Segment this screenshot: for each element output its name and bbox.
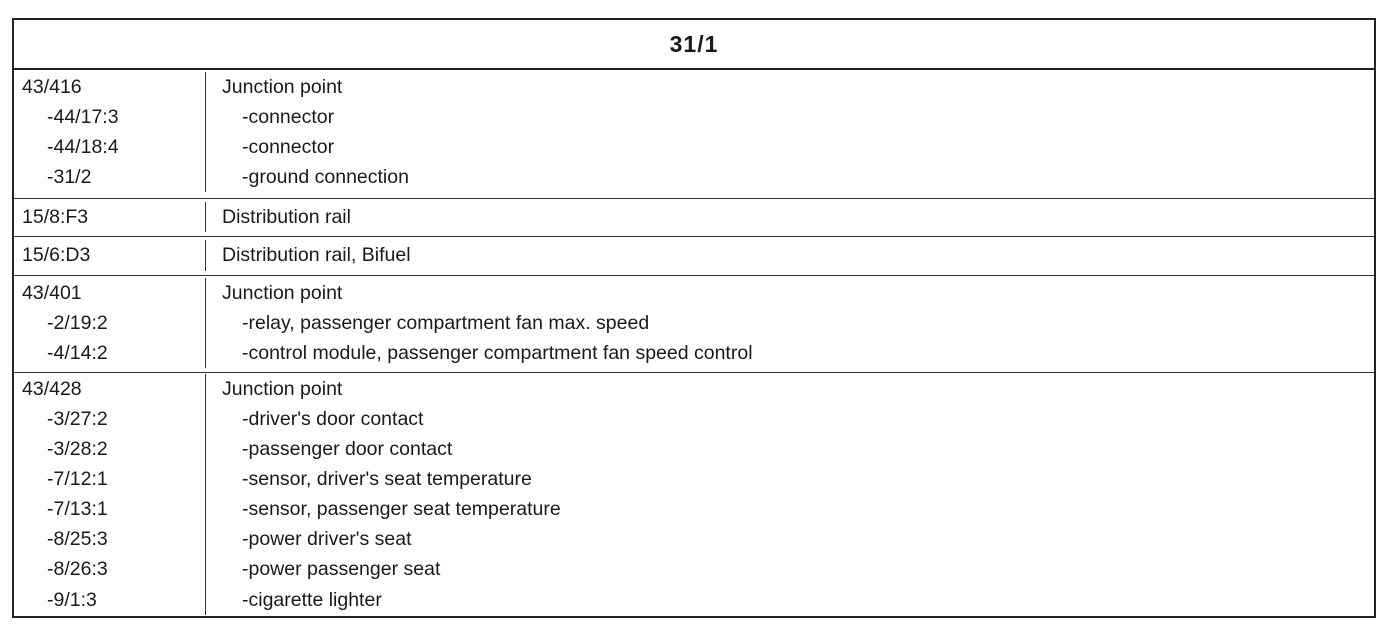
item-description: -passenger door contact bbox=[242, 438, 453, 461]
item-description: -power driver's seat bbox=[242, 528, 412, 551]
item-code: -8/25:3 bbox=[47, 528, 108, 551]
group-code: 43/401 bbox=[22, 281, 82, 304]
item-description: -ground connection bbox=[242, 166, 409, 189]
item-description: -connector bbox=[242, 136, 335, 159]
table-row-group bbox=[14, 373, 1374, 617]
group-code: 43/428 bbox=[22, 377, 82, 400]
item-code: -7/13:1 bbox=[47, 498, 108, 521]
description-column bbox=[206, 278, 1374, 368]
table-row-group bbox=[14, 237, 1374, 275]
group-description: Junction point bbox=[222, 377, 343, 400]
item-description: -connector bbox=[242, 106, 335, 129]
code-column bbox=[14, 202, 206, 232]
item-code: -44/18:4 bbox=[47, 136, 119, 159]
group-code: 43/416 bbox=[22, 76, 82, 98]
code-column bbox=[14, 240, 206, 270]
group-description: Junction point bbox=[222, 76, 343, 98]
description-column bbox=[206, 374, 1374, 615]
item-description: -sensor, passenger seat temperature bbox=[242, 498, 561, 521]
item-code: -7/12:1 bbox=[47, 468, 108, 491]
item-code: -3/28:2 bbox=[47, 438, 108, 461]
item-description: -control module, passenger compartment fan speed control bbox=[242, 341, 753, 364]
group-description: Distribution rail bbox=[222, 206, 351, 229]
group-code: 15/8:F3 bbox=[22, 206, 89, 229]
group-description: Distribution rail, Bifuel bbox=[222, 244, 411, 267]
code-column bbox=[14, 278, 206, 368]
item-code: -8/26:3 bbox=[47, 558, 108, 581]
table-row-group bbox=[14, 199, 1374, 237]
item-description: -power passenger seat bbox=[242, 558, 441, 581]
item-code: -9/1:3 bbox=[47, 588, 97, 611]
item-description: -driver's door contact bbox=[242, 407, 424, 430]
table-title: 31/1 bbox=[14, 20, 1374, 70]
group-code: 15/6:D3 bbox=[22, 244, 91, 267]
item-code: -31/2 bbox=[47, 166, 92, 189]
item-description: -sensor, driver's seat temperature bbox=[242, 468, 532, 491]
group-description: Junction point bbox=[222, 281, 343, 304]
item-code: -4/14:2 bbox=[47, 341, 108, 364]
description-column bbox=[206, 72, 1374, 192]
item-code: -2/19:2 bbox=[47, 311, 108, 334]
connection-table bbox=[12, 18, 1376, 618]
item-code: -44/17:3 bbox=[47, 106, 119, 129]
item-description: -relay, passenger compartment fan max. speed bbox=[242, 311, 650, 334]
table-row-group bbox=[14, 70, 1374, 199]
code-column bbox=[14, 72, 206, 192]
description-column bbox=[206, 202, 1374, 232]
code-column bbox=[14, 374, 206, 615]
table-row-group bbox=[14, 276, 1374, 373]
description-column bbox=[206, 240, 1374, 270]
item-description: -cigarette lighter bbox=[242, 588, 382, 611]
item-code: -3/27:2 bbox=[47, 407, 108, 430]
